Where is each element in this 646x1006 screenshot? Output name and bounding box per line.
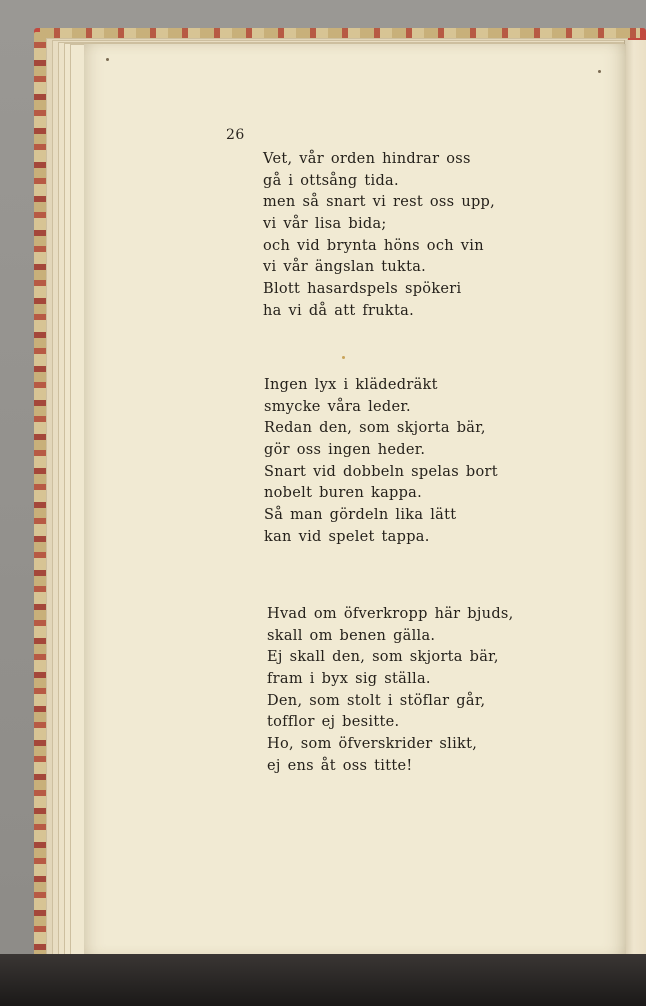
paper-speck [106,58,109,61]
verse-line: Ho, som öfverskrider slikt, [267,736,478,753]
verse-line: Vet, vår orden hindrar oss [263,151,471,167]
verse-line: Så man gördeln lika lätt [264,507,457,524]
verse-line: vi vår lisa bida; [263,216,387,233]
verse-line: skall om benen gälla. [267,627,436,644]
paper-speck [598,70,601,73]
stanza-3 [267,604,514,778]
page-number: 26 [226,127,245,143]
verse-line: kan vid spelet tappa. [264,528,430,545]
verse-line: men så snart vi rest oss upp, [263,194,496,211]
verse-line: gå i ottsång tida. [263,172,399,189]
verse-line: fram i byx sig ställa. [267,671,431,688]
facing-page-edge [624,40,646,956]
paper-speck [342,356,345,359]
verse-line: tofflor ej besitte. [267,714,400,731]
verse-line: ha vi då att frukta. [263,302,414,319]
verse-line: gör oss ingen heder. [264,442,426,459]
verse-line: och vid brynta höns och vin [263,237,484,254]
verse-line: Ej skall den, som skjorta bär, [267,649,499,666]
stanza-1 [263,149,495,323]
verse-line: Ingen lyx i klädedräkt [264,377,438,393]
verse-line: vi vår ängslan tukta. [263,259,427,276]
stanza-2 [264,375,498,549]
verse-line: Den, som stolt i stöflar går, [267,692,486,709]
book-page [84,44,626,956]
verse-line: Redan den, som skjorta bär, [264,420,486,437]
verse-line: ej ens åt oss titte! [267,757,413,774]
verse-line: Hvad om öfverkropp här bjuds, [267,606,514,622]
verse-line: nobelt buren kappa. [264,485,423,502]
bottom-shadow [0,954,646,1006]
cover-top-edge [40,28,640,38]
verse-line: Blott hasardspels spökeri [263,281,462,298]
verse-line: Snart vid dobbeln spelas bort [264,463,498,480]
verse-line: smycke våra leder. [264,398,411,415]
